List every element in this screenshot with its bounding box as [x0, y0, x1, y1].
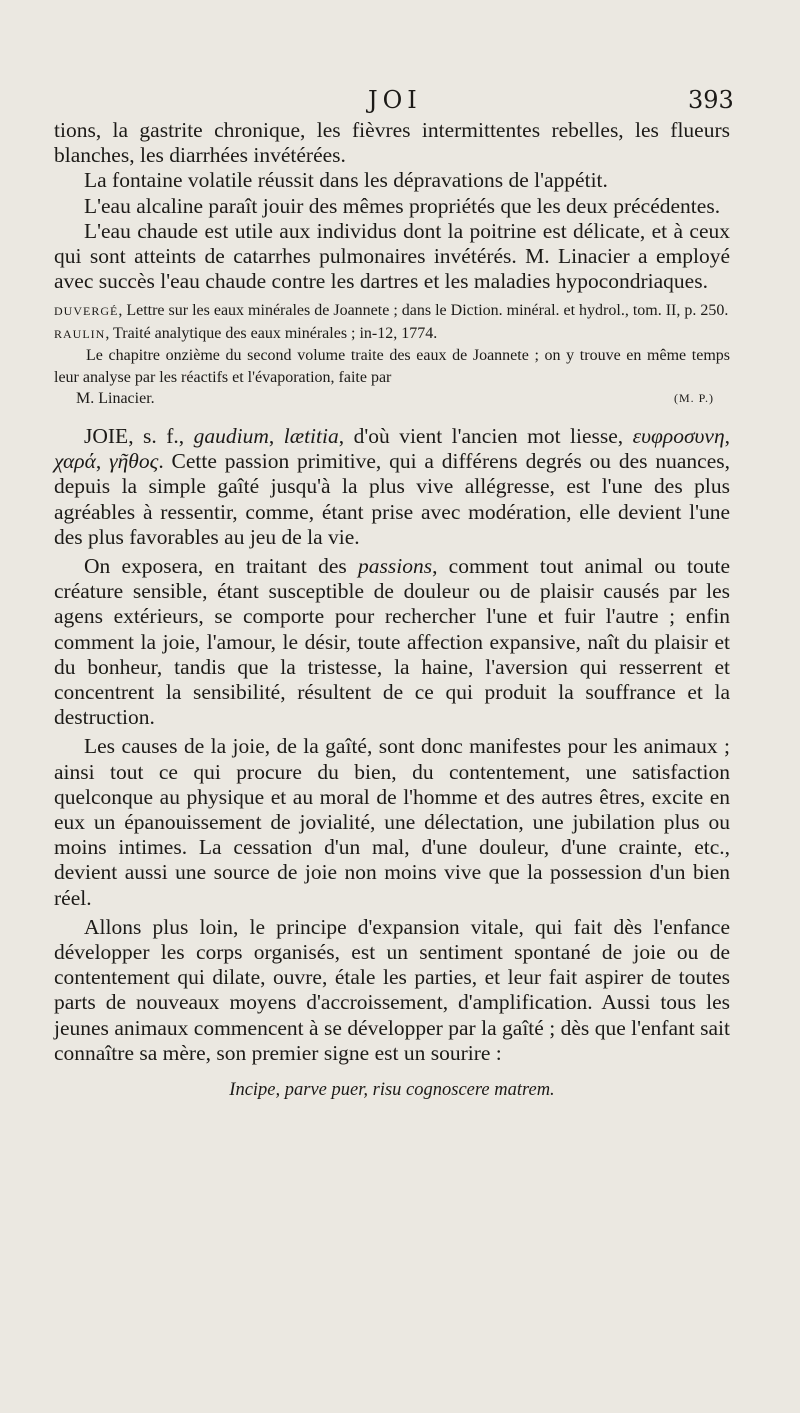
latin-quote: Incipe, parve puer, risu cognoscere matrem. — [229, 1080, 555, 1100]
reference-duverge — [54, 300, 730, 323]
reference-raulin — [54, 323, 730, 346]
reference-text: , Lettre sur les eaux minérales de Joannete ; dans le Diction. minéral. et hydrol., tom. II, p. 250. — [118, 302, 729, 320]
latin-term: lætitia — [283, 423, 339, 448]
paragraph-text: , comment tout animal ou toute créature sensible, étant susceptible de douleur ou de plaisir causés par les agens extérieurs, se comporte pour rechercher l'une et fuir l'autre ; enfin comment la joie, l'amour, le désir, toute affection expansive, naît du plaisir et du bonheur, tandis que la tristesse, la haine, l'aversion qui resserrent et concentrent la sensibilité, résultent de ce qui produit la souffrance et la destruction. — [54, 553, 730, 730]
separator: , — [268, 423, 284, 448]
separator: , — [724, 423, 730, 448]
paragraph-eau-chaude: L'eau chaude est utile aux individus dont la poitrine est délicate, et à ceux qui sont atteints de catarrhes pulmonaires invétérés. M. Linacier a employé avec succès l'eau chaude contre les dartres et les maladies hypocondriaques. — [54, 218, 730, 294]
paragraph-causes: Les causes de la joie, de la gaîté, sont donc manifestes pour les animaux ; ainsi tout ce qui procure du bien, du contentement, une satisfaction quelconque au physique et au moral de l'homme et des autres êtres, excite en eux un épanouissement de jovialité, une délectation, une jubilation plus ou moins intimes. La cessation d'un mal, d'une douleur, d'une crainte, etc., devient aussi une source de joie non moins vive que la possession d'un bien réel. — [54, 734, 730, 910]
reference-text: , Traité analytique des eaux minérales ; in-12, 1774. — [105, 324, 438, 342]
paragraph-eau-alcaline: L'eau alcaline paraît jouir des mêmes propriétés que les deux précédentes. — [84, 193, 721, 218]
italic-term: passions — [358, 553, 433, 578]
running-head: JOI — [368, 86, 422, 114]
entry-text: . Cette passion primitive, qui a différens degrés ou des nuances, depuis la simple gaîté jusqu'à la plus vive allégresse, est l'une des plus agréables à ressentir, comme, étant prise avec modération, elle devient l'une des plus favorables au jeu de la vie. — [54, 449, 731, 549]
headword: JOIE — [84, 423, 129, 448]
greek-term: χαρά — [54, 449, 96, 474]
page-header — [0, 86, 800, 116]
paragraph-text: On exposera, en traitant des — [84, 553, 358, 578]
greek-term: γῆθος — [109, 449, 159, 474]
entry-joie — [54, 424, 730, 550]
latin-term: gaudium — [193, 423, 269, 448]
reference-signature-line — [54, 388, 730, 410]
page-number: 393 — [688, 86, 734, 114]
reference-note: Le chapitre onzième du second volume traite des eaux de Joannete ; on y trouve en même temps leur analyse par les réactifs et l'évaporation, faite par — [54, 347, 730, 386]
paragraph-passions — [54, 554, 730, 730]
paragraph-continued: tions, la gastrite chronique, les fièvres intermittentes rebelles, les flueurs blanches, les diarrhées invétérées. — [54, 118, 730, 168]
reference-note-end: M. Linacier. — [76, 390, 155, 408]
separator: , — [95, 449, 110, 474]
author-signature: (M. P.) — [673, 391, 714, 406]
reference-author: RAULIN — [54, 326, 106, 341]
text-block — [54, 118, 730, 1101]
grammar-label: , s. f., — [128, 423, 194, 448]
paragraph-fontaine-volatile: La fontaine volatile réussit dans les dépravations de l'appétit. — [84, 168, 608, 193]
greek-term: ευφροσυνη — [632, 423, 725, 448]
entry-text: , d'où vient l'ancien mot liesse, — [338, 423, 633, 448]
references — [54, 300, 730, 410]
paragraph-expansion: Allons plus loin, le principe d'expansion vitale, qui fait dès l'enfance développer les corps organisés, est un sentiment spontané de joie ou de contentement qui dilate, ouvre, étale les parties, et leur fait aspirer de toutes parts de nouveaux moyens d'accroissement, d'amplification. Aussi tous les jeunes animaux commencent à se développer par la gaîté ; dès que l'enfant sait connaître sa mère, son premier signe est un sourire : — [54, 914, 730, 1065]
reference-author: DUVERGÉ — [54, 304, 119, 319]
